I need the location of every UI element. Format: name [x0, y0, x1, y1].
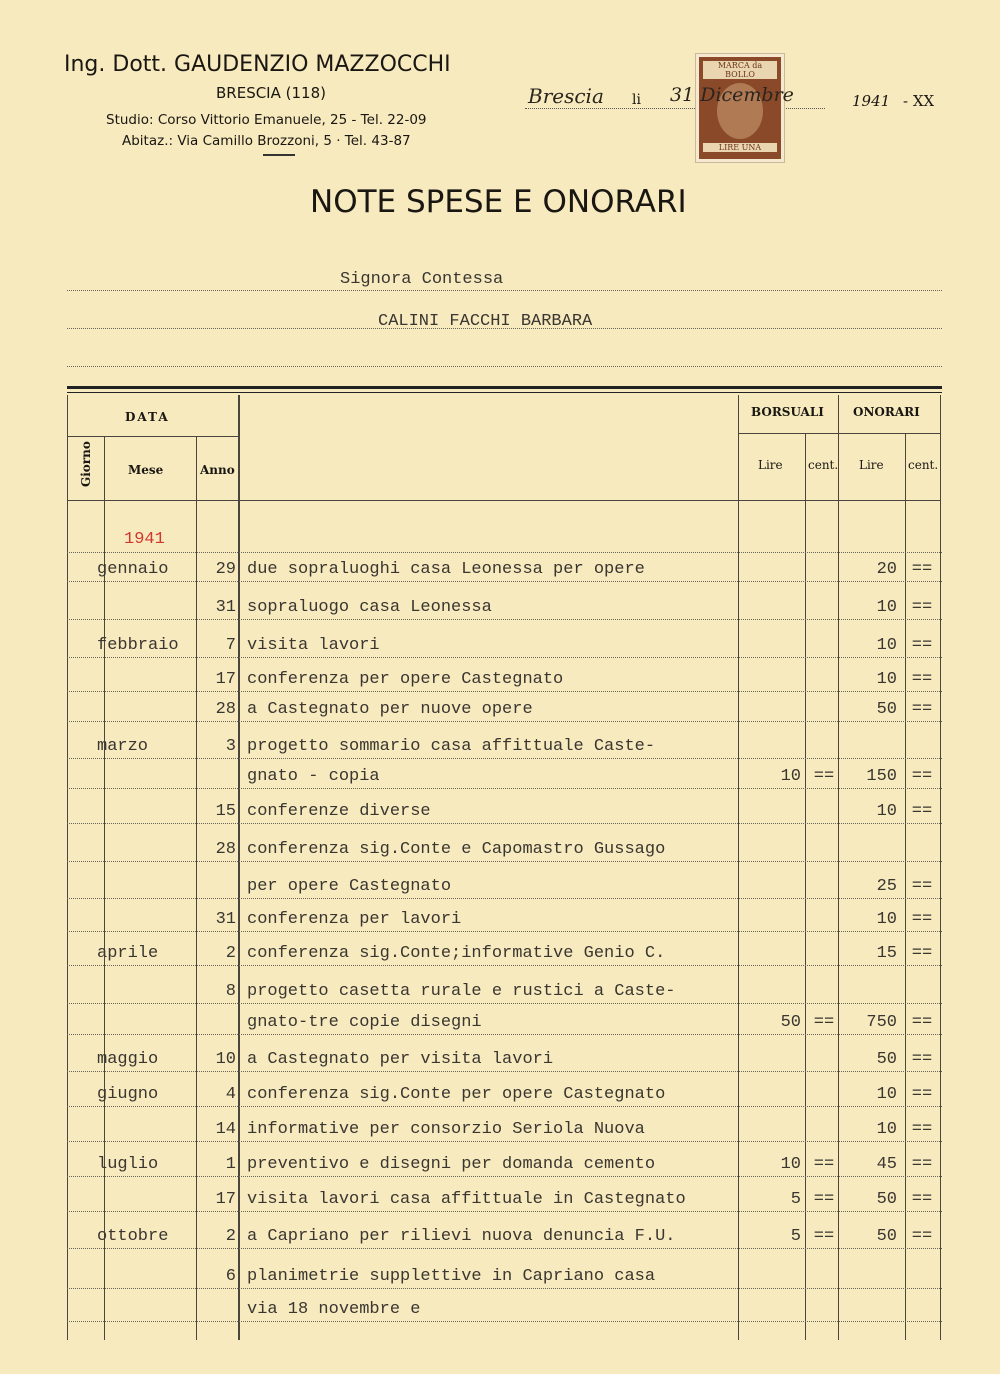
- header-data: DATA: [125, 410, 170, 424]
- row-onorari-cent: ==: [911, 700, 933, 719]
- page-title: NOTE SPESE E ONORARI: [310, 184, 687, 220]
- row-onorari-cent: ==: [911, 877, 933, 896]
- table-top-rule: [67, 392, 942, 393]
- stamp-bottom-text: LIRE UNA: [703, 143, 777, 152]
- rule: [67, 898, 942, 899]
- stamp-top-text: MARCA da BOLLO: [703, 61, 777, 79]
- header-onorari-cent: cent.: [908, 458, 939, 472]
- row-onorari-cent: ==: [911, 767, 933, 786]
- rule: [67, 721, 942, 722]
- row-day: 2: [225, 944, 236, 963]
- row-borsuali-cent: ==: [813, 1013, 835, 1032]
- rule: [67, 1211, 942, 1212]
- row-onorari-lire: 50: [876, 700, 897, 719]
- row-day: 29: [215, 560, 236, 579]
- header-mese: Mese: [128, 463, 164, 477]
- row-onorari-cent: ==: [911, 1120, 933, 1139]
- row-borsuali-cent: ==: [813, 767, 835, 786]
- rule: [67, 1248, 942, 1249]
- row-day: 10: [215, 1050, 236, 1069]
- recipient-title: Signora Contessa: [340, 270, 504, 289]
- row-day: 6: [225, 1267, 236, 1286]
- header-rule: [738, 433, 940, 434]
- revenue-stamp: [696, 54, 784, 162]
- row-onorari-cent: ==: [911, 560, 933, 579]
- year-label: 1941: [124, 530, 165, 549]
- header-giorno: Giorno: [79, 441, 93, 487]
- row-description: conferenza per opere Castegnato: [247, 670, 564, 689]
- row-borsuali-lire: 50: [780, 1013, 801, 1032]
- row-day: 31: [215, 910, 236, 929]
- row-month: gennaio: [97, 560, 169, 579]
- row-onorari-lire: 750: [866, 1013, 897, 1032]
- row-description: progetto casetta rurale e rustici a Caste-: [247, 982, 676, 1001]
- row-borsuali-lire: 10: [780, 767, 801, 786]
- rule: [67, 552, 942, 553]
- row-description: a Castegnato per nuove opere: [247, 700, 533, 719]
- letterhead-home: Abitaz.: Via Camillo Brozzoni, 5 · Tel. 43-87: [122, 133, 411, 149]
- row-description: planimetrie supplettive in Capriano casa: [247, 1267, 656, 1286]
- rule: [67, 1176, 942, 1177]
- rule: [67, 861, 942, 862]
- row-onorari-lire: 150: [866, 767, 897, 786]
- row-onorari-cent: ==: [911, 1227, 933, 1246]
- row-description: gnato-tre copie disegni: [247, 1013, 482, 1032]
- header-rule: [67, 500, 940, 501]
- row-description: conferenze diverse: [247, 802, 431, 821]
- row-description: conferenza per lavori: [247, 910, 462, 929]
- row-onorari-cent: ==: [911, 1050, 933, 1069]
- rule: [67, 1288, 942, 1289]
- row-month: maggio: [97, 1050, 159, 1069]
- row-description: a Castegnato per visita lavori: [247, 1050, 554, 1069]
- row-day: 15: [215, 802, 236, 821]
- row-day: 17: [215, 670, 236, 689]
- row-day: 28: [215, 700, 236, 719]
- rule: [67, 823, 942, 824]
- rule: [67, 1003, 942, 1004]
- row-borsuali-cent: ==: [813, 1190, 835, 1209]
- row-onorari-lire: 25: [876, 877, 897, 896]
- header-borsuali-cent: cent.: [808, 458, 839, 472]
- header-onorari-lire: Lire: [859, 458, 884, 472]
- row-description: progetto sommario casa affittuale Caste-: [247, 737, 656, 756]
- row-onorari-lire: 10: [876, 598, 897, 617]
- rule: [67, 1106, 942, 1107]
- dateline-year: 1941: [852, 92, 891, 110]
- rule: [67, 581, 942, 582]
- header-rule: [67, 436, 238, 437]
- row-day: 8: [225, 982, 236, 1001]
- row-day: 3: [225, 737, 236, 756]
- rule: [67, 290, 942, 291]
- row-onorari-cent: ==: [911, 910, 933, 929]
- header-borsuali-lire: Lire: [758, 458, 783, 472]
- row-borsuali-lire: 5: [790, 1190, 801, 1209]
- row-month: luglio: [97, 1155, 159, 1174]
- recipient-name: CALINI FACCHI BARBARA: [378, 312, 593, 331]
- row-onorari-lire: 10: [876, 636, 897, 655]
- letterhead-city: BRESCIA (118): [216, 84, 326, 102]
- letterhead-name: Ing. Dott. GAUDENZIO MAZZOCCHI: [64, 52, 451, 77]
- rule: [67, 788, 942, 789]
- row-description: conferenza sig.Conte e Capomastro Gussago: [247, 840, 666, 859]
- row-borsuali-cent: ==: [813, 1227, 835, 1246]
- row-onorari-cent: ==: [911, 1155, 933, 1174]
- divider: [263, 154, 295, 156]
- row-description: sopraluogo casa Leonessa: [247, 598, 492, 617]
- rule: [67, 758, 942, 759]
- row-borsuali-lire: 10: [780, 1155, 801, 1174]
- rule: [67, 931, 942, 932]
- row-onorari-lire: 50: [876, 1050, 897, 1069]
- row-description: a Capriano per rilievi nuova denuncia F.U.: [247, 1227, 676, 1246]
- row-day: 4: [225, 1085, 236, 1104]
- row-onorari-lire: 10: [876, 910, 897, 929]
- row-borsuali-cent: ==: [813, 1155, 835, 1174]
- rule: [67, 691, 942, 692]
- header-onorari: ONORARI: [853, 405, 920, 419]
- row-month: aprile: [97, 944, 159, 963]
- row-description: gnato - copia: [247, 767, 380, 786]
- row-borsuali-lire: 5: [790, 1227, 801, 1246]
- row-description: informative per consorzio Seriola Nuova: [247, 1120, 645, 1139]
- row-day: 14: [215, 1120, 236, 1139]
- rule: [67, 1321, 942, 1322]
- row-day: 7: [225, 636, 236, 655]
- row-onorari-lire: 15: [876, 944, 897, 963]
- row-day: 1: [225, 1155, 236, 1174]
- rule: [67, 1034, 942, 1035]
- row-description: per opere Castegnato: [247, 877, 452, 896]
- row-onorari-cent: ==: [911, 1190, 933, 1209]
- row-day: 17: [215, 1190, 236, 1209]
- dateline-era: - XX: [903, 92, 935, 110]
- header-anno: Anno: [200, 463, 235, 477]
- rule: [67, 657, 942, 658]
- row-month: marzo: [97, 737, 149, 756]
- dateline-date: 31 Dicembre: [670, 84, 794, 106]
- row-onorari-lire: 50: [876, 1227, 897, 1246]
- letterhead-studio: Studio: Corso Vittorio Emanuele, 25 - Tel. 22-09: [106, 112, 427, 128]
- table-top-rule: [67, 386, 942, 389]
- rule: [67, 366, 942, 367]
- row-description: conferenza sig.Conte;informative Genio C.: [247, 944, 666, 963]
- row-onorari-cent: ==: [911, 598, 933, 617]
- dateline-place: Brescia: [528, 84, 604, 108]
- row-onorari-lire: 50: [876, 1190, 897, 1209]
- rule: [67, 1071, 942, 1072]
- row-description: visita lavori: [247, 636, 380, 655]
- row-onorari-lire: 20: [876, 560, 897, 579]
- row-description: conferenza sig.Conte per opere Castegnato: [247, 1085, 666, 1104]
- row-month: giugno: [97, 1085, 159, 1104]
- row-onorari-cent: ==: [911, 1085, 933, 1104]
- row-onorari-cent: ==: [911, 670, 933, 689]
- row-onorari-cent: ==: [911, 636, 933, 655]
- rule: [67, 1141, 942, 1142]
- rule: [67, 965, 942, 966]
- row-description: preventivo e disegni per domanda cemento: [247, 1155, 656, 1174]
- row-description: via 18 novembre e: [247, 1300, 421, 1319]
- row-onorari-cent: ==: [911, 944, 933, 963]
- row-day: 28: [215, 840, 236, 859]
- row-onorari-lire: 45: [876, 1155, 897, 1174]
- row-onorari-cent: ==: [911, 802, 933, 821]
- dateline-li: li: [632, 92, 641, 108]
- row-onorari-lire: 10: [876, 802, 897, 821]
- row-description: visita lavori casa affittuale in Castegnato: [247, 1190, 686, 1209]
- row-onorari-lire: 10: [876, 670, 897, 689]
- row-description: due sopraluoghi casa Leonessa per opere: [247, 560, 645, 579]
- row-day: 2: [225, 1227, 236, 1246]
- header-borsuali: BORSUALI: [751, 405, 824, 419]
- row-month: ottobre: [97, 1227, 169, 1246]
- row-onorari-lire: 10: [876, 1085, 897, 1104]
- rule: [67, 619, 942, 620]
- row-month: febbraio: [97, 636, 179, 655]
- row-onorari-lire: 10: [876, 1120, 897, 1139]
- row-day: 31: [215, 598, 236, 617]
- row-onorari-cent: ==: [911, 1013, 933, 1032]
